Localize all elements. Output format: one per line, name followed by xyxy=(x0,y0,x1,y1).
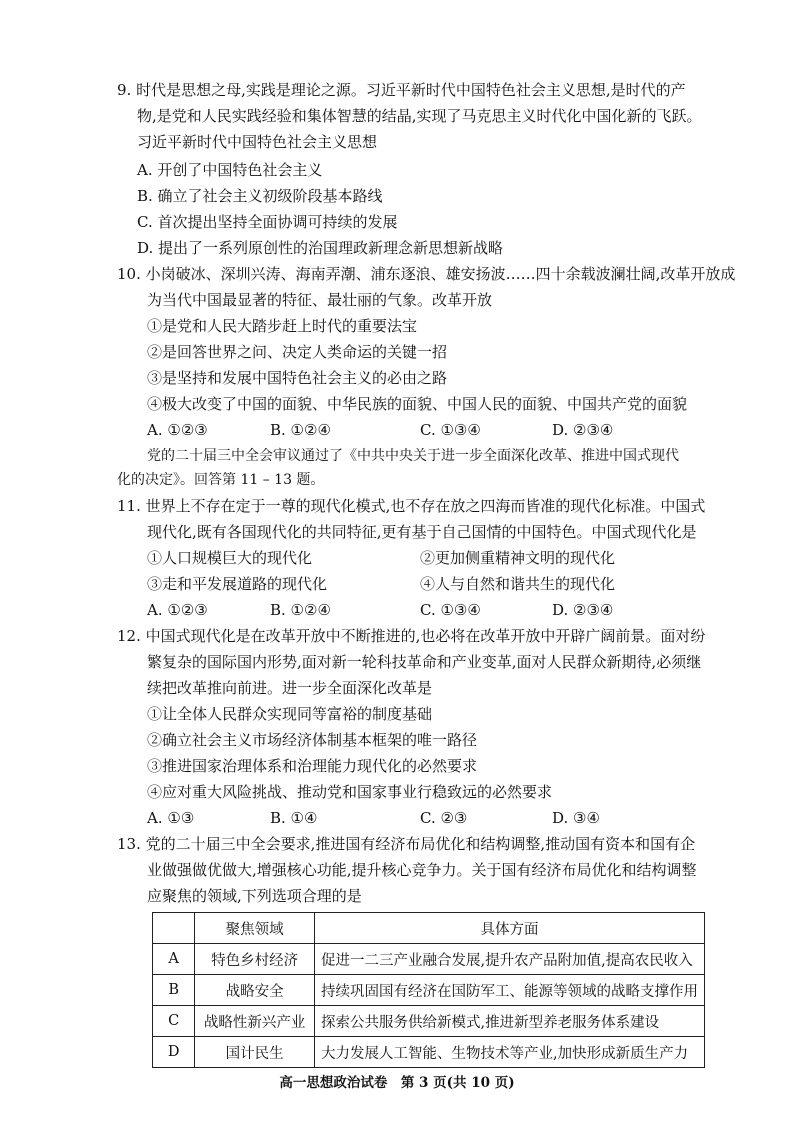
q12-line-1: 12. 中国式现代化是在改革开放中不断推进的,也必将在改革开放中开辟广阔前景。面对纷 xyxy=(117,627,706,645)
table-row xyxy=(153,1006,705,1037)
q10-item-2: ②是回答世界之问、决定人类命运的关键一招 xyxy=(147,343,448,361)
q10-item-4: ④极大改变了中国的面貌、中华民族的面貌、中国人民的面貌、中国共产党的面貌 xyxy=(147,395,688,413)
q12-choice-d: D. ③④ xyxy=(552,809,600,827)
q11-choice-a: A. ①②③ xyxy=(147,601,208,619)
table-cell-focus-area: 国计民生 xyxy=(195,1037,315,1068)
table-cell-letter: C xyxy=(153,1006,195,1037)
q12-choice-b: B. ①④ xyxy=(270,809,318,827)
table-cell-details: 促进一二三产业融合发展,提升农产品附加值,提高农民收入 xyxy=(315,944,705,975)
q11-choice-b: B. ①②④ xyxy=(270,601,331,619)
table-cell-focus-area: 战略安全 xyxy=(195,975,315,1006)
q9-option-a: A. 开创了中国特色社会主义 xyxy=(137,161,323,179)
q9-line-2: 物,是党和人民实践经验和集体智慧的结晶,实现了马克思主义时代化中国化新的飞跃。 xyxy=(137,107,702,125)
table-cell-details: 持续巩固国有经济在国防军工、能源等领域的战略支撑作用 xyxy=(315,975,705,1006)
q10-item-1: ①是党和人民大踏步赶上时代的重要法宝 xyxy=(147,317,418,335)
q12-choice-a: A. ①③ xyxy=(147,809,195,827)
q10-item-3: ③是坚持和发展中国特色社会主义的必由之路 xyxy=(147,369,448,387)
q10-choice-b: B. ①②④ xyxy=(270,421,331,439)
q11-item-4: ④人与自然和谐共生的现代化 xyxy=(420,575,616,593)
table-header-row xyxy=(153,913,705,944)
q11-item-1: ①人口规模巨大的现代化 xyxy=(147,549,313,567)
table-cell-focus-area: 战略性新兴产业 xyxy=(195,1006,315,1037)
q11-item-2: ②更加侧重精神文明的现代化 xyxy=(420,549,616,567)
table-cell-details: 探索公共服务供给新模式,推进新型养老服务体系建设 xyxy=(315,1006,705,1037)
q13-line-3: 应聚焦的领域,下列选项合理的是 xyxy=(147,887,362,905)
q10-line-1: 10. 小岗破冰、深圳兴涛、海南弄潮、浦东逐浪、雄安扬波……四十余载波澜壮阔,改革开放成 xyxy=(117,265,736,283)
q11-choice-c: C. ①③④ xyxy=(420,601,481,619)
q12-line-3: 续把改革推向前进。进一步全面深化改革是 xyxy=(147,679,433,697)
q10-line-2: 为当代中国最显著的特征、最壮丽的气象。改革开放 xyxy=(147,291,493,309)
q12-item-3: ③推进国家治理体系和治理能力现代化的必然要求 xyxy=(147,757,478,775)
q9-option-d: D. 提出了一系列原创性的治国理政新理念新思想新战略 xyxy=(137,239,504,257)
page-footer: 高一思想政治试卷 第 3 页(共 10 页) xyxy=(279,1075,515,1091)
table-header-focus-area: 聚焦领域 xyxy=(195,913,315,944)
q11-line-1: 11. 世界上不存在定于一尊的现代化模式,也不存在放之四海而皆准的现代化标准。中国式 xyxy=(117,497,706,515)
q11-line-2: 现代化,既有各国现代化的共同特征,更有基于自己国情的中国特色。中国式现代化是 xyxy=(147,523,697,541)
table-cell-letter: A xyxy=(153,944,195,975)
table-row xyxy=(153,975,705,1006)
q13-table xyxy=(152,912,705,1068)
q12-choice-c: C. ②③ xyxy=(420,809,468,827)
table-cell-letter: D xyxy=(153,1037,195,1068)
q9-option-c: C. 首次提出坚持全面协调可持续的发展 xyxy=(137,213,398,231)
q13-line-1: 13. 党的二十届三中全会要求,推进国有经济布局优化和结构调整,推动国有资本和国有企 xyxy=(117,835,696,853)
intro-line-1: 党的二十届三中全会审议通过了《中共中央关于进一步全面深化改革、推进中国式现代 xyxy=(147,448,679,464)
table-cell-letter: B xyxy=(153,975,195,1006)
q12-item-2: ②确立社会主义市场经济体制基本框架的唯一路径 xyxy=(147,731,478,749)
q12-item-1: ①让全体人民群众实现同等富裕的制度基础 xyxy=(147,705,433,723)
q11-item-3: ③走和平发展道路的现代化 xyxy=(147,575,328,593)
q12-line-2: 繁复杂的国际国内形势,面对新一轮科技革命和产业变革,面对人民群众新期待,必须继 xyxy=(147,653,702,671)
q9-option-b: B. 确立了社会主义初级阶段基本路线 xyxy=(137,187,383,205)
table-cell-details: 大力发展人工智能、生物技术等产业,加快形成新质生产力 xyxy=(315,1037,705,1068)
q12-item-4: ④应对重大风险挑战、推动党和国家事业行稳致远的必然要求 xyxy=(147,783,553,801)
q10-choice-d: D. ②③④ xyxy=(552,421,614,439)
intro-line-2: 化的决定》。回答第 11 – 13 题。 xyxy=(117,472,325,488)
table-row xyxy=(153,944,705,975)
table-row xyxy=(153,1037,705,1068)
table-header-letter xyxy=(153,913,195,944)
q9-line-3: 习近平新时代中国特色社会主义思想 xyxy=(137,133,378,151)
table-header-details: 具体方面 xyxy=(315,913,705,944)
q9-line-1: 9. 时代是思想之母,实践是理论之源。习近平新时代中国特色社会主义思想,是时代的产 xyxy=(117,81,686,99)
table-cell-focus-area: 特色乡村经济 xyxy=(195,944,315,975)
q11-choice-d: D. ②③④ xyxy=(552,601,614,619)
q10-choice-a: A. ①②③ xyxy=(147,421,208,439)
q13-line-2: 业做强做优做大,增强核心功能,提升核心竞争力。关于国有经济布局优化和结构调整 xyxy=(147,861,697,879)
q10-choice-c: C. ①③④ xyxy=(420,421,481,439)
